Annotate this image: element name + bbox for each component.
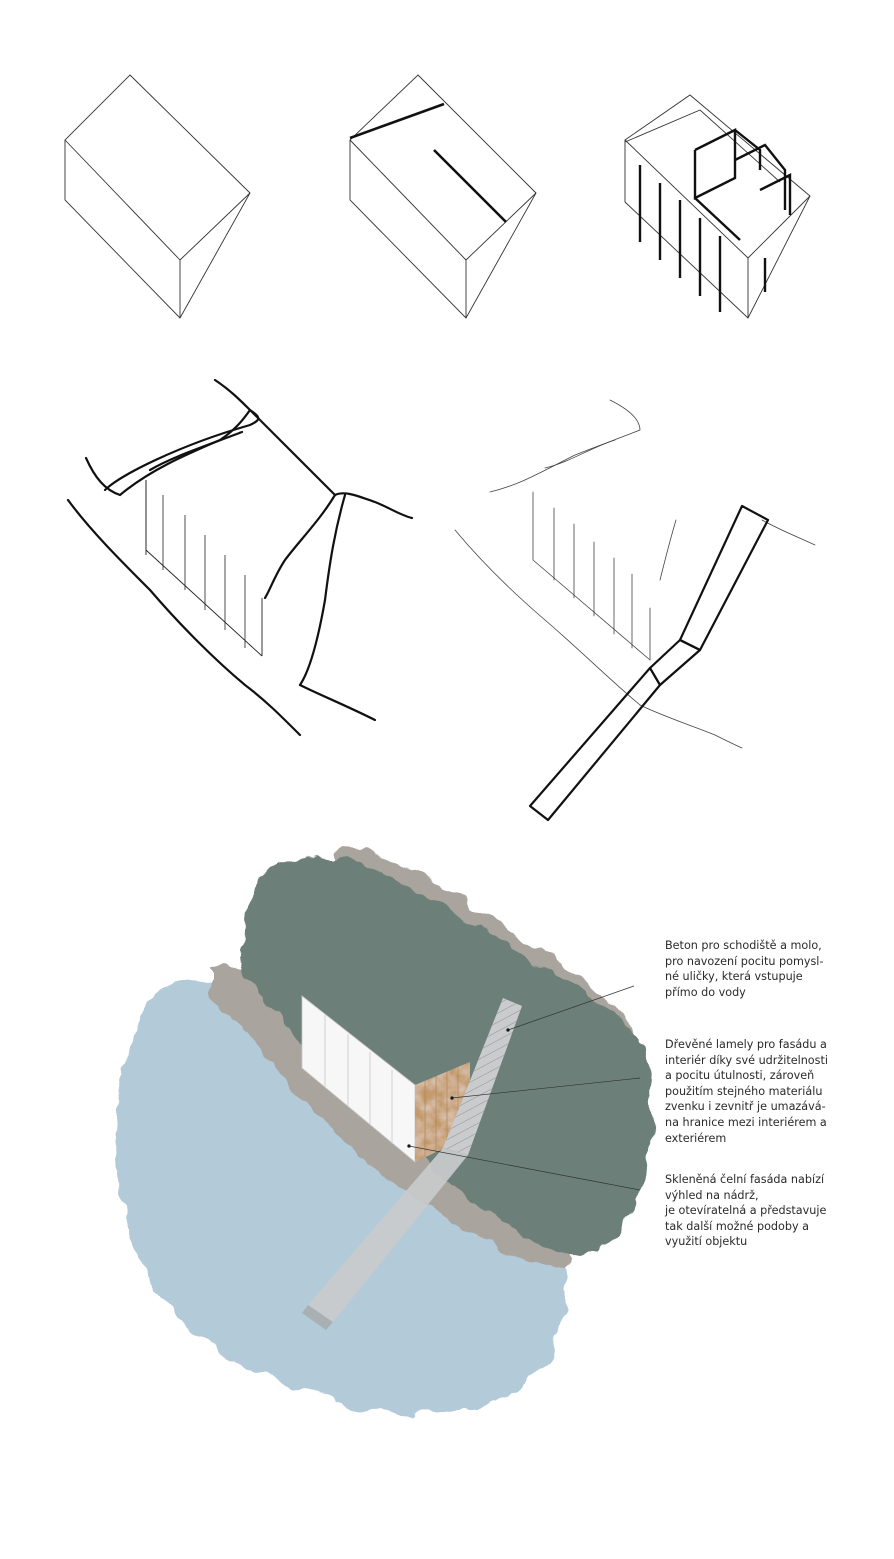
stair-and-pier-outline bbox=[530, 506, 768, 820]
site-sketch-with-path bbox=[455, 400, 815, 748]
site-sketch-terrain bbox=[68, 380, 412, 735]
annotation-concrete: Beton pro schodiště a molo, pro navození pocitu pomysl- né uličky, která vstupuje přímo do vody bbox=[665, 939, 824, 999]
site-sketch-box bbox=[146, 480, 262, 656]
annotation-glass: Skleněná čelní fasáda nabízí výhled na nádrž, je otevíratelná a představuje tak další možné podoby a využití objektu bbox=[665, 1173, 827, 1249]
step-2-cut-box bbox=[350, 75, 536, 318]
annotation-wood: Dřevěné lamely pro fasádu a interiér díky své udržitelnosti a pocitu útulnosti, zároveň použitím stejného materiálu zvenku i zevnitř je umazává- na hranice mezi interiérem a exteriérem bbox=[665, 1038, 828, 1145]
step-3-lamella-box bbox=[625, 95, 810, 318]
step-1-massing-box bbox=[65, 75, 250, 318]
